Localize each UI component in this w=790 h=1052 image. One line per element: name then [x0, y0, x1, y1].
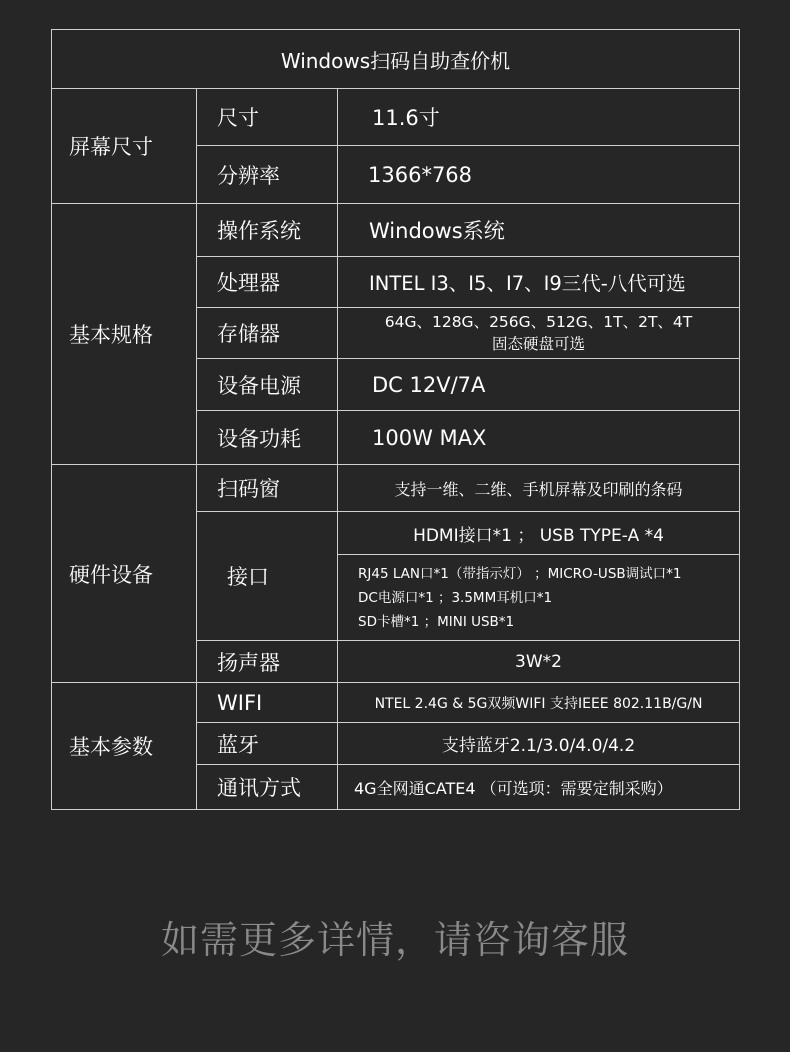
row-value-power: DC 12V/7A — [372, 372, 486, 397]
row-label-storage: 存储器 — [217, 322, 280, 346]
row-label-size: 尺寸 — [217, 106, 259, 130]
row-label-comm: 通讯方式 — [217, 776, 301, 800]
row-label-scanner: 扫码窗 — [217, 477, 280, 501]
row-label-bluetooth: 蓝牙 — [217, 732, 259, 757]
ports-line-1: RJ45 LAN口*1（带指示灯） ；MICRO-USB调试口*1 — [358, 565, 682, 582]
row-value-scanner: 支持一维、二维、手机屏幕及印刷的条码 — [394, 479, 683, 499]
row-label-ports: 接口 — [227, 565, 269, 589]
row-value-storage — [338, 308, 739, 358]
row-label-cpu: 处理器 — [217, 271, 280, 295]
row-value-speaker: 3W*2 — [515, 651, 562, 672]
row-label-os: 操作系统 — [217, 219, 301, 243]
group-screen-size: 屏幕尺寸 — [69, 135, 153, 159]
row-label-resolution: 分辨率 — [217, 163, 280, 188]
row-label-consumption: 设备功耗 — [217, 426, 301, 451]
row-value-resolution: 1366*768 — [368, 162, 473, 187]
group-hardware: 硬件设备 — [69, 562, 153, 587]
row-value-comm: 4G全网通CATE4 （可选项：需要定制采购） — [354, 778, 673, 798]
row-value-os: Windows系统 — [369, 219, 505, 243]
row-value-ports-more — [338, 555, 739, 640]
group-basic-params: 基本参数 — [69, 735, 153, 759]
row-label-power: 设备电源 — [217, 373, 301, 398]
row-value-size: 11.6寸 — [372, 106, 440, 130]
group-basic-specs: 基本规格 — [69, 323, 153, 347]
contact-service-note: 如需更多详情，请咨询客服 — [160, 917, 629, 962]
ports-line-3: SD卡槽*1 ；MINI USB*1 — [358, 613, 515, 630]
storage-line-1: 64G、128G、256G、512G、1T、2T、4T — [384, 313, 693, 331]
table-title: Windows扫码自助查价机 — [280, 48, 511, 73]
row-label-wifi: WIFI — [217, 690, 263, 715]
row-value-ports-main: HDMI接口*1 ； USB TYPE-A *4 — [413, 525, 664, 546]
row-value-bluetooth: 支持蓝牙2.1/3.0/4.0/4.2 — [441, 736, 636, 756]
row-value-cpu: INTEL I3、I5、I7、I9三代-八代可选 — [369, 272, 686, 295]
row-value-wifi: NTEL 2.4G & 5G双频WIFI 支持IEEE 802.11B/G/N — [374, 695, 703, 712]
storage-line-2: 固态硬盘可选 — [491, 335, 585, 353]
ports-line-2: DC电源口*1 ；3.5MM耳机口*1 — [358, 589, 553, 606]
row-value-consumption: 100W MAX — [372, 425, 487, 450]
spec-table — [51, 29, 740, 810]
row-label-speaker: 扬声器 — [217, 650, 280, 675]
